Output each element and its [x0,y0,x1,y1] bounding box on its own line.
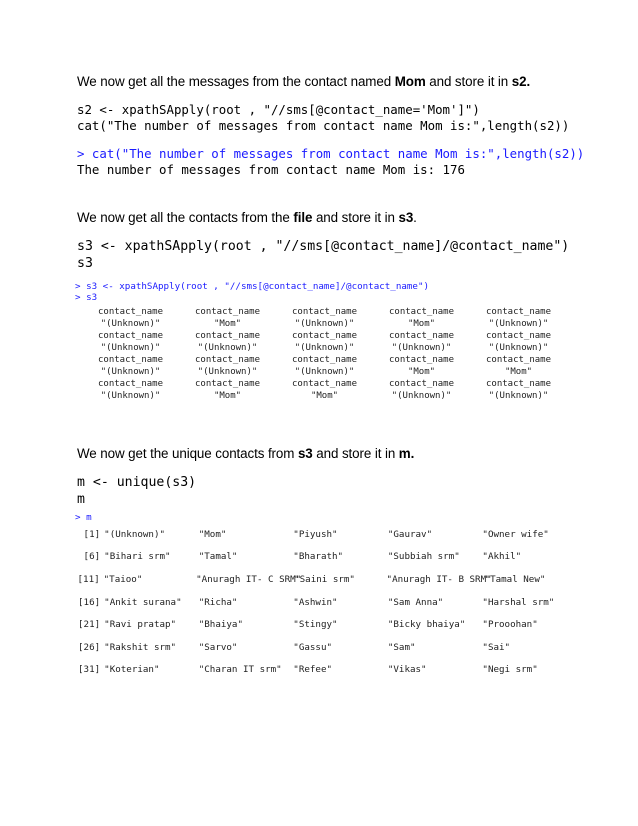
contact-cell [82,330,179,354]
unique-contact: "Bhaiya" [198,619,243,631]
contact-value: "(Unknown)" [488,343,549,353]
prose-text: and store it in [312,446,399,461]
unique-contact: "Rakshit srm" [104,641,177,653]
contact-value: "(Unknown)" [197,367,258,377]
contact-cell [179,306,276,330]
contact-cell [179,378,276,402]
code-block-m [77,474,196,508]
section3-paragraph [77,446,414,461]
contact-label: contact_name [97,307,164,317]
prose-bold: Mom [394,74,426,89]
console-commands-s3 [75,281,429,303]
contact-label: contact_name [485,379,552,389]
contact-cell [276,378,373,402]
code-line: m [77,492,85,507]
unique-contacts-output [77,523,577,681]
output-row [77,613,577,636]
unique-contact: "Refee" [293,664,333,676]
unique-contact: "Harshal srm" [482,596,555,608]
code-block-s3 [77,238,569,272]
contact-label: contact_name [388,379,455,389]
console-command-m [75,512,92,523]
contact-label: contact_name [194,331,261,341]
contact-value: "(Unknown)" [294,343,355,353]
contact-value: "(Unknown)" [294,367,355,377]
code-line: s2 <- xpathSApply(root , "//sms[@contact_name='Mom']") [77,102,480,117]
contact-label: contact_name [194,307,261,317]
console-command: > s3 [75,292,98,303]
prose-bold: s2. [511,74,531,89]
unique-contact: "Vikas" [387,664,427,676]
code-line: cat("The number of messages from contact name Mom is:",length(s2)) [77,118,570,133]
contact-label: contact_name [194,379,261,389]
contact-value: "(Unknown)" [391,391,452,401]
output-row [77,523,577,546]
contact-value: "(Unknown)" [100,391,161,401]
contact-label: contact_name [291,307,358,317]
contact-value: "(Unknown)" [294,319,355,329]
row-index: [6] [83,551,101,563]
unique-contact: "Akhil" [482,551,522,563]
unique-contact: "Sarvo" [198,641,238,653]
unique-contact: "Koterian" [104,664,160,676]
contact-cell [373,330,470,354]
s3-output-grid [82,306,572,402]
output-row [77,546,577,569]
unique-contact: "Tamal New" [484,573,546,585]
unique-contact: "Sam" [387,641,416,653]
console-command: > cat("The number of messages from contact name Mom is:",length(s2)) [77,146,585,161]
contact-cell [470,306,567,330]
unique-contact: "Anuragh IT- C SRM" [196,573,302,585]
contact-label: contact_name [97,331,164,341]
console-command: > s3 <- xpathSApply(root , "//sms[@contact_name]/@contact_name") [75,281,430,292]
row-index: [11] [77,573,100,585]
output-row [77,568,577,591]
contact-label: contact_name [388,307,455,317]
contact-cell [470,330,567,354]
contact-label: contact_name [485,307,552,317]
unique-contact: "Ankit surana" [104,596,182,608]
prose-text: and store it in [312,210,399,225]
unique-contact: "Gaurav" [387,528,433,540]
contact-cell [373,378,470,402]
contact-value: "(Unknown)" [100,319,161,329]
row-index: [16] [78,596,101,608]
contact-value: "(Unknown)" [488,391,549,401]
prose-text: We now get all the contacts from the [77,210,294,225]
contact-label: contact_name [291,379,358,389]
code-block-s2 [77,102,569,134]
contact-label: contact_name [194,355,261,365]
section1-paragraph [77,74,530,89]
row-index: [26] [78,641,101,653]
contact-label: contact_name [485,355,552,365]
unique-contact: "Charan IT srm" [198,664,282,676]
contact-label: contact_name [388,331,455,341]
prose-bold: s3 [297,446,313,461]
unique-contact: "Subbiah srm" [387,551,460,563]
contact-cell [82,306,179,330]
row-index: [21] [78,619,101,631]
contact-cell [373,306,470,330]
contact-value: "(Unknown)" [197,343,258,353]
unique-contact: "Anuragh IT- B SRM" [386,573,492,585]
unique-contact: "Tamal" [198,551,238,563]
contact-cell [470,354,567,378]
contact-value: "Mom" [213,319,242,329]
section2-paragraph [77,210,417,225]
unique-contact: "Taioo" [103,573,143,585]
contact-label: contact_name [97,355,164,365]
contact-cell [276,354,373,378]
unique-contact: "Sai" [482,641,511,653]
contact-label: contact_name [485,331,552,341]
unique-contact: "Ashwin" [293,596,338,608]
contact-value: "(Unknown)" [391,343,452,353]
contact-cell [179,330,276,354]
unique-contact: "Bihari srm" [104,551,171,563]
contact-value: "Mom" [407,367,436,377]
console-output-s2 [77,146,584,178]
contact-cell [276,330,373,354]
prose-text: We now get all the messages from the contact named [77,74,395,89]
prose-text: We now get the unique contacts from [77,446,298,461]
code-line: s3 <- xpathSApply(root , "//sms[@contact_name]/@contact_name") [77,239,570,254]
row-index: [31] [78,664,101,676]
prose-bold: file [293,210,313,225]
prose-text: . [413,210,417,225]
unique-contact: "Mom" [198,528,227,540]
contact-label: contact_name [291,355,358,365]
prose-text: and store it in [425,74,512,89]
code-line: s3 [77,256,93,271]
code-line: m <- unique(s3) [77,475,197,490]
contact-value: "(Unknown)" [100,367,161,377]
unique-contact: "Owner wife" [482,528,549,540]
contact-label: contact_name [388,355,455,365]
output-row [77,636,577,659]
unique-contact: "Prooohan" [482,619,538,631]
contact-value: "Mom" [504,367,533,377]
unique-contact: "Bicky bhaiya" [387,619,466,631]
unique-contact: "Gassu" [293,641,333,653]
contact-cell [82,354,179,378]
contact-cell [373,354,470,378]
unique-contact: "Saini srm" [294,573,355,585]
console-command: > m [75,512,92,523]
contact-value: "Mom" [407,319,436,329]
contact-cell [82,378,179,402]
row-index: [1] [83,528,101,540]
console-result: The number of messages from contact name Mom is: 176 [77,162,465,177]
unique-contact: "Sam Anna" [387,596,444,608]
contact-label: contact_name [97,379,164,389]
unique-contact: "Stingy" [293,619,338,631]
unique-contact: "Piyush" [293,528,338,540]
contact-cell [470,378,567,402]
unique-contact: "Ravi pratap" [104,619,177,631]
output-row [77,659,577,682]
contact-value: "Mom" [213,391,242,401]
prose-bold: m. [398,446,415,461]
contact-value: "(Unknown)" [100,343,161,353]
unique-contact: "Negi srm" [482,664,538,676]
unique-contact: "Bharath" [293,551,344,563]
unique-contact: "Richa" [198,596,238,608]
contact-cell [179,354,276,378]
contact-cell [276,306,373,330]
contact-value: "Mom" [310,391,339,401]
contact-value: "(Unknown)" [488,319,549,329]
prose-bold: s3 [398,210,414,225]
output-row [77,591,577,614]
contact-label: contact_name [291,331,358,341]
unique-contact: "(Unknown)" [104,528,166,540]
